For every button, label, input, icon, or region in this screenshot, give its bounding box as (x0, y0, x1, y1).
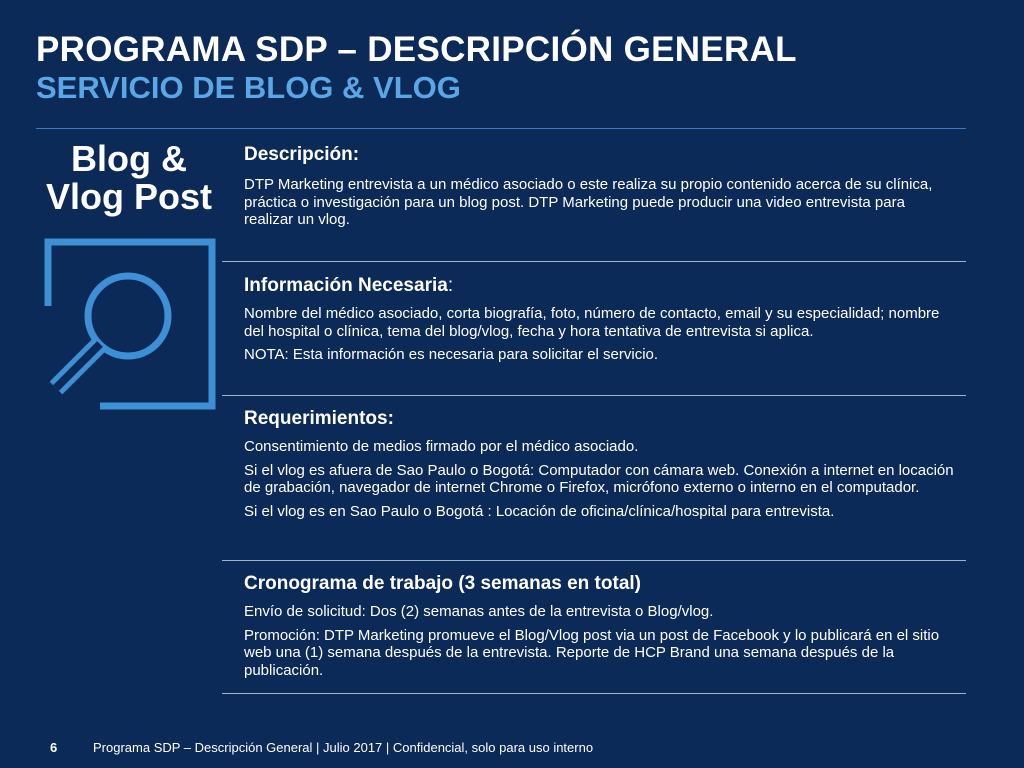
section-cronograma (222, 561, 966, 694)
section-heading: Cronograma de trabajo (3 semanas en total) (244, 573, 641, 594)
section-descripcion (222, 130, 966, 262)
section-paragraph: Si el vlog es afuera de Sao Paulo o Bogotá: Computador con cámara web. Conexión a internet en locación de grabación, navegador de internet Chrome o Firefox, micrófono externo o interno en el computador. (244, 461, 954, 497)
section-paragraph: Nombre del médico asociado, corta biografía, foto, número de contacto, email y su especialidad; nombre del hospital o clínica, tema del blog/vlog, fecha y hora tentativa de entrevista si aplica. (244, 305, 940, 340)
section-paragraph: Si el vlog es en Sao Paulo o Bogotá : Locación de oficina/clínica/hospital para entrevista. (244, 502, 835, 520)
slide-title: PROGRAMA SDP – DESCRIPCIÓN GENERAL (36, 30, 797, 69)
section-informacion (222, 262, 966, 396)
section-requerimientos (222, 396, 966, 561)
section-heading: Requerimientos: (244, 408, 394, 429)
magnifier-icon (40, 236, 218, 417)
section-heading: Descripción: (244, 144, 360, 165)
section-heading: Información Necesaria: (244, 275, 454, 296)
page-number: 6 (50, 740, 58, 755)
footer-text: Programa SDP – Descripción General | Julio 2017 | Confidencial, solo para uso interno (93, 740, 594, 755)
section-paragraph: Consentimiento de medios firmado por el médico asociado. (244, 438, 639, 455)
section-paragraph: DTP Marketing entrevista a un médico asociado o este realiza su propio contenido acerca de su clínica, práctica o investigación para un blog post. DTP Marketing puede producir una video entrevista para realizar un vlog. (244, 176, 933, 229)
side-title: Blog & Vlog Post (45, 140, 212, 217)
slide-subtitle: SERVICIO DE BLOG & VLOG (36, 70, 461, 105)
content-sections (222, 130, 966, 694)
section-note: NOTA: Esta información es necesaria para solicitar el servicio. (244, 346, 659, 364)
section-paragraph: Envío de solicitud: Dos (2) semanas antes de la entrevista o Blog/vlog. (244, 603, 714, 620)
header-divider (36, 128, 966, 129)
section-paragraph: Promoción: DTP Marketing promueve el Blog/Vlog post via un post de Facebook y lo publicará en el sitio web una (1) semana después de la entrevista. Reporte de HCP Brand una semana después de la publicación. (244, 626, 940, 679)
